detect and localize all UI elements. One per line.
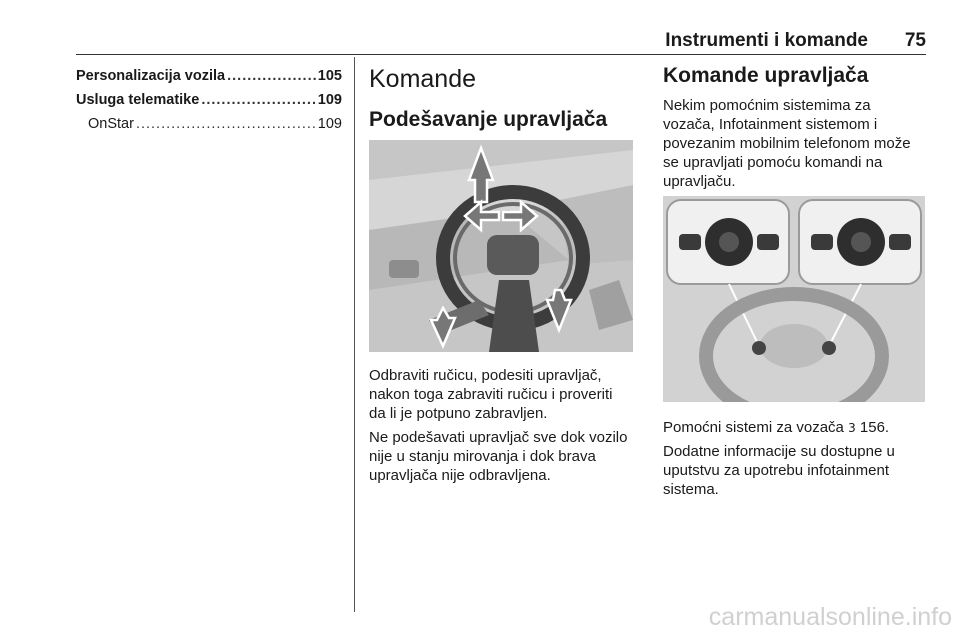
toc-label: Usluga telematike: [76, 92, 200, 108]
reference-text: Pomoćni sistemi za vozača: [663, 419, 844, 436]
toc-leader: [136, 116, 316, 132]
steering-controls-illustration: [663, 196, 925, 402]
section-subtitle: Podešavanje upravljača: [369, 108, 608, 131]
toc-page: 105: [317, 68, 342, 84]
adjust-instructions: Odbraviti ručicu, podesiti upravljač, nakon toga zabraviti ručicu i proveriti da li je potpuno zabravljen.: [369, 367, 613, 422]
infotainment-note: Dodatne informacije su dostupne u uputstvu za upotrebu infotainment sistema.: [663, 443, 895, 498]
toc-entry[interactable]: [76, 68, 342, 92]
adjust-warning: Ne podešavati upravljač sve dok vozilo nije u stanju mirovanja i dok brava upravljača nije odbravljena.: [369, 429, 628, 484]
toc-entry[interactable]: [76, 116, 342, 140]
section-title: Komande: [369, 65, 477, 93]
steering-controls-section: [663, 62, 925, 498]
toc-entry[interactable]: [76, 92, 342, 116]
toc-label: OnStar: [88, 116, 134, 132]
toc-list: [76, 68, 342, 140]
toc-leader: [201, 92, 315, 108]
watermark: carmanualsonline.info: [708, 603, 952, 631]
reference-page[interactable]: 156.: [859, 419, 890, 436]
controls-title: Komande upravljača: [663, 64, 869, 87]
column-divider: [354, 57, 355, 612]
toc-page: 109: [317, 116, 342, 132]
toc-label: Personalizacija vozila: [76, 68, 226, 84]
header-rule: [76, 54, 926, 55]
steering-adjust-illustration: [369, 140, 633, 352]
header-title: Instrumenti i komande: [665, 30, 868, 51]
toc-leader: [227, 68, 316, 84]
toc-page: 109: [317, 92, 342, 108]
driver-assist-reference: [663, 418, 925, 438]
page-reference-icon: 3: [848, 421, 856, 435]
controls-intro: Nekim pomoćnim sistemima za vozača, Infotainment sistemom i povezanim mobilnim telefonom može se upravljati pomoću komandi na upravljaču.: [663, 97, 911, 190]
steering-adjust-section: [369, 62, 633, 484]
page-number: 75: [904, 30, 926, 51]
